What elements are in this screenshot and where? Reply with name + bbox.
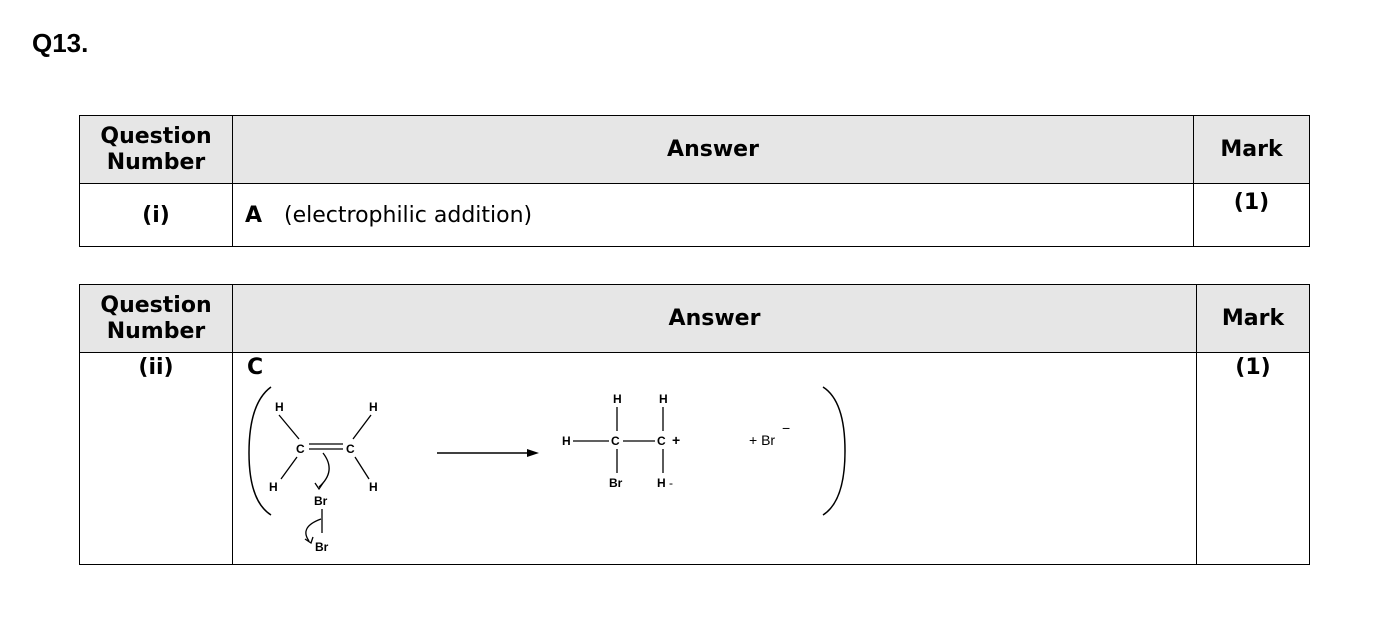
atom-c2: C	[346, 442, 355, 456]
question-title: Q13.	[32, 28, 89, 58]
question-number-ii: (ii)	[80, 353, 233, 565]
mark-ii: (1)	[1197, 353, 1310, 565]
bond-c2-h	[355, 457, 369, 479]
product-atom-h-left: H	[562, 434, 571, 448]
answer-row	[80, 184, 1310, 247]
product-atom-h-bottom: H	[657, 476, 666, 490]
product-minus-mark: -	[669, 476, 673, 490]
header-answer: Answer	[233, 285, 1197, 353]
mark-scheme-table-i	[79, 115, 1310, 247]
atom-h-top-right: H	[369, 400, 378, 414]
right-bracket	[823, 387, 845, 515]
product-atom-h-top-2: H	[659, 392, 668, 406]
bromide-ion: + Br	[749, 432, 776, 448]
atom-h-bottom-right: H	[369, 480, 378, 494]
atom-h-top-left: H	[275, 400, 284, 414]
header-question-number: Question Number	[80, 116, 233, 184]
answer-letter-ii: C	[247, 355, 264, 380]
reaction-arrow-head	[527, 449, 539, 457]
question-number-i: (i)	[80, 184, 233, 247]
atom-br-bottom: Br	[315, 540, 329, 554]
mechanism-diagram	[247, 383, 857, 565]
header-row	[80, 116, 1310, 184]
atom-c1: C	[296, 442, 305, 456]
answer-letter-i: A	[245, 202, 263, 228]
bond-h-c1	[279, 415, 299, 439]
mark-scheme-table-ii	[79, 284, 1310, 565]
product-atom-c1: C	[611, 434, 620, 448]
product-atom-br: Br	[609, 476, 623, 490]
left-bracket	[249, 387, 271, 515]
answer-text-i: (electrophilic addition)	[284, 202, 533, 228]
bond-h-c2	[353, 415, 371, 439]
header-mark: Mark	[1194, 116, 1310, 184]
atom-br-top: Br	[314, 494, 328, 508]
header-answer: Answer	[233, 116, 1194, 184]
header-question-number: Question Number	[80, 285, 233, 353]
mark-i: (1)	[1194, 184, 1310, 247]
bond-c1-h	[281, 457, 297, 479]
product-plus-charge: +	[672, 432, 681, 448]
header-mark: Mark	[1197, 285, 1310, 353]
atom-h-bottom-left: H	[269, 480, 278, 494]
answer-row	[80, 353, 1310, 565]
answer-cell-i	[233, 184, 1194, 247]
header-row	[80, 285, 1310, 353]
bromide-charge: −	[782, 420, 791, 436]
product-atom-h-top-1: H	[613, 392, 622, 406]
curly-arrow-to-br	[319, 453, 329, 487]
product-atom-c2: C	[657, 434, 666, 448]
answer-cell-ii	[233, 353, 1197, 565]
